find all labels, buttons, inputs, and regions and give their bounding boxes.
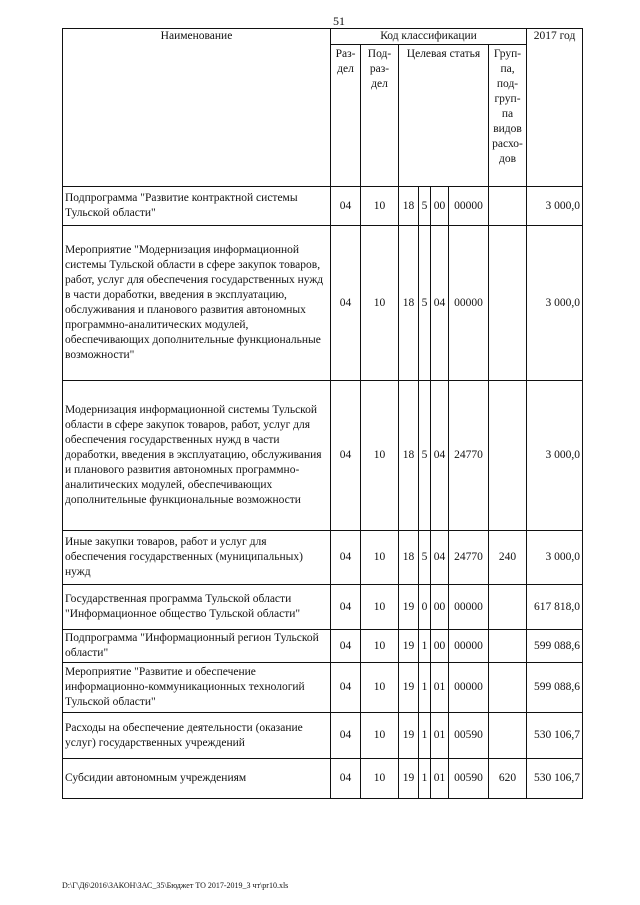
table-row: Мероприятие "Развитие и обеспечение информационно-коммуникационных технологий Тульской области" 04 10 19 1 01 00000 599 088,6	[63, 663, 583, 713]
budget-table	[62, 28, 583, 799]
table-row: Мероприятие "Модернизация информационной системы Тульской области в сфере закупок товаров, работ, услуг для обеспечения государственных нужд в части доработки, введения в эксплуатацию, обслуживания и планового развития автономных программно-аналитических модулей, обеспечивающих дополнительные функциональные возможности" 04 10 18 5 04 00000 3 000,0	[63, 226, 583, 381]
table-row: Подпрограмма "Развитие контрактной системы Тульской области" 04 10 18 5 00 00000 3 000,0	[63, 187, 583, 226]
file-path-footer: D:\Г\Д6\2016\ЗАКОН\ЗАС_35\Бюджет ТО 2017-2019_3 чт\pr10.xls	[62, 881, 289, 890]
header-target-article: Целевая статья	[399, 45, 489, 187]
header-expense-group: Груп- па, под- груп- па видов расхо- дов	[489, 45, 527, 187]
table-row: Модернизация информационной системы Тульской области в сфере закупок товаров, работ, услуг для обеспечения государственных нужд в части доработки, введения в эксплуатацию, обслуживания и планового развития автономных программно-аналитических модулей, обеспечивающих дополнительные функциональные возможности 04 10 18 5 04 24770 3 000,0	[63, 381, 583, 531]
header-name: Наименование	[63, 29, 331, 187]
header-year: 2017 год	[527, 29, 583, 187]
table-row: Иные закупки товаров, работ и услуг для обеспечения государственных (муниципальных) нужд 04 10 18 5 04 24770 240 3 000,0	[63, 531, 583, 585]
header-code-group: Код классификации	[331, 29, 527, 45]
table-row: Государственная программа Тульской области "Информационное общество Тульской области" 04 10 19 0 00 00000 617 818,0	[63, 585, 583, 630]
table-row: Субсидии автономным учреждениям 04 10 19 1 01 00590 620 530 106,7	[63, 759, 583, 799]
page-number: 51	[333, 14, 345, 28]
table-row: Подпрограмма "Информационный регион Тульской области" 04 10 19 1 00 00000 599 088,6	[63, 630, 583, 663]
header-subsection: Под- раз- дел	[361, 45, 399, 187]
table-row: Расходы на обеспечение деятельности (оказание услуг) государственных учреждений 04 10 19 1 01 00590 530 106,7	[63, 713, 583, 759]
header-section: Раз- дел	[331, 45, 361, 187]
